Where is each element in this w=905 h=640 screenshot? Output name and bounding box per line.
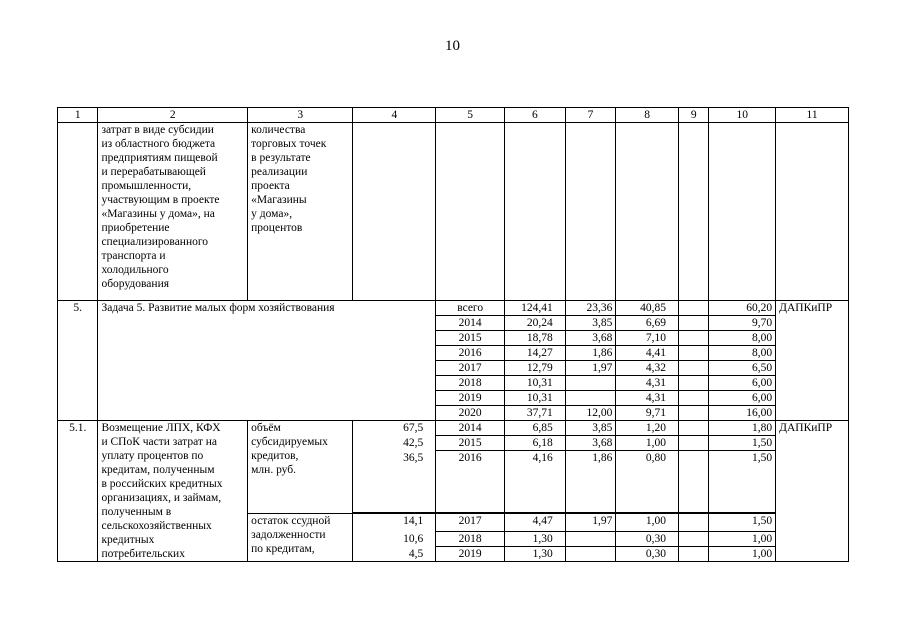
value-cell: 6,00: [709, 391, 776, 406]
value-cell: 4,5: [353, 547, 436, 562]
value-cell: 7,10: [616, 331, 679, 346]
value-cell: 1,50: [709, 451, 776, 513]
value-cell: 12,00: [565, 406, 616, 421]
value-cell: 0,30: [616, 547, 679, 562]
cell-description: затрат в виде субсидии из областного бюджета предприятиям пищевой и перерабатывающей промышленности, участвующим в проекте «Магазины у дома», на приобретение специализированного транспорта и холодильного оборудования: [98, 123, 248, 301]
cell: [436, 123, 505, 301]
value-cell: [679, 532, 709, 547]
header-cell: 5: [436, 108, 505, 123]
value-cell: [679, 436, 709, 451]
program-table: [57, 107, 849, 562]
value-cell: [679, 421, 709, 436]
header-cell: 1: [58, 108, 98, 123]
value-cell: 4,16: [505, 451, 566, 513]
year-cell: 2017: [436, 514, 505, 532]
value-cell: [679, 547, 709, 562]
value-cell: [679, 391, 709, 406]
value-cell: [565, 532, 616, 547]
item51-executor: ДАПКиПР: [776, 421, 849, 562]
value-cell: 67,5: [353, 421, 436, 436]
page-number: 10: [445, 38, 460, 54]
value-cell: 16,00: [709, 406, 776, 421]
item51-row: [58, 421, 849, 436]
value-cell: 60,20: [709, 301, 776, 316]
value-cell: [565, 376, 616, 391]
value-cell: 4,47: [505, 514, 566, 532]
value-cell: 1,50: [709, 436, 776, 451]
year-cell: 2017: [436, 361, 505, 376]
value-cell: 8,00: [709, 331, 776, 346]
task5-title: Задача 5. Развитие малых форм хозяйствования: [98, 301, 436, 421]
cell: [505, 123, 566, 301]
year-cell: 2016: [436, 451, 505, 513]
year-cell: всего: [436, 301, 505, 316]
cell: [709, 123, 776, 301]
value-cell: [679, 376, 709, 391]
header-cell: 9: [679, 108, 709, 123]
value-cell: 10,31: [505, 391, 566, 406]
value-cell: 1,97: [565, 361, 616, 376]
value-cell: 9,71: [616, 406, 679, 421]
item51-number: 5.1.: [58, 421, 98, 562]
value-cell: 6,18: [505, 436, 566, 451]
value-cell: 1,30: [505, 532, 566, 547]
item51-indicator-volume: объём субсидируемых кредитов, млн. руб.: [248, 421, 353, 514]
header-row: [58, 108, 849, 123]
value-cell: 6,50: [709, 361, 776, 376]
year-cell: 2019: [436, 547, 505, 562]
cell: [565, 123, 616, 301]
year-cell: 2015: [436, 331, 505, 346]
value-cell: 4,41: [616, 346, 679, 361]
header-cell: 10: [709, 108, 776, 123]
value-cell: [679, 514, 709, 532]
value-cell: 10,31: [505, 376, 566, 391]
value-cell: 1,00: [616, 514, 679, 532]
header-cell: 6: [505, 108, 566, 123]
year-cell: 2014: [436, 421, 505, 436]
year-cell: 2019: [436, 391, 505, 406]
value-cell: 14,1: [353, 514, 436, 532]
header-cell: 2: [98, 108, 248, 123]
task5-executor: ДАПКиПР: [776, 301, 849, 421]
item51-description: Возмещение ЛПХ, КФХ и СПоК части затрат на уплату процентов по кредитам, полученным в российских кредитных организациях, и займам, полученным в сельскохозяйственных кредитных потребительских: [98, 421, 248, 562]
value-cell: 0,30: [616, 532, 679, 547]
value-cell: [679, 301, 709, 316]
value-cell: 6,00: [709, 376, 776, 391]
value-cell: 4,32: [616, 361, 679, 376]
value-cell: 10,6: [353, 532, 436, 547]
value-cell: 1,86: [565, 451, 616, 513]
value-cell: 12,79: [505, 361, 566, 376]
value-cell: 23,36: [565, 301, 616, 316]
continued-row: [58, 123, 849, 301]
value-cell: 14,27: [505, 346, 566, 361]
value-cell: 8,00: [709, 346, 776, 361]
cell-num: [58, 123, 98, 301]
value-cell: 3,85: [565, 421, 616, 436]
year-cell: 2020: [436, 406, 505, 421]
cell: [679, 123, 709, 301]
year-cell: 2018: [436, 532, 505, 547]
value-cell: 20,24: [505, 316, 566, 331]
value-cell: [565, 391, 616, 406]
value-cell: 42,5: [353, 436, 436, 451]
value-cell: 1,30: [505, 547, 566, 562]
cell-indicator: количества торговых точек в результате реализации проекта «Магазины у дома», процентов: [248, 123, 353, 301]
value-cell: 3,85: [565, 316, 616, 331]
value-cell: 1,00: [709, 547, 776, 562]
value-cell: 37,71: [505, 406, 566, 421]
value-cell: [679, 316, 709, 331]
header-cell: 7: [565, 108, 616, 123]
value-cell: 6,69: [616, 316, 679, 331]
value-cell: 4,31: [616, 376, 679, 391]
task5-row: [58, 301, 849, 316]
value-cell: 3,68: [565, 331, 616, 346]
cell: [353, 123, 436, 301]
cell: [616, 123, 679, 301]
value-cell: [679, 451, 709, 513]
value-cell: 0,80: [616, 451, 679, 513]
value-cell: 36,5: [353, 451, 436, 513]
value-cell: 1,20: [616, 421, 679, 436]
year-cell: 2016: [436, 346, 505, 361]
value-cell: [679, 406, 709, 421]
header-cell: 3: [248, 108, 353, 123]
year-cell: 2018: [436, 376, 505, 391]
value-cell: 40,85: [616, 301, 679, 316]
value-cell: [679, 361, 709, 376]
value-cell: 124,41: [505, 301, 566, 316]
year-cell: 2014: [436, 316, 505, 331]
header-cell: 4: [353, 108, 436, 123]
value-cell: 1,00: [616, 436, 679, 451]
cell: [776, 123, 849, 301]
value-cell: 1,80: [709, 421, 776, 436]
value-cell: 6,85: [505, 421, 566, 436]
value-cell: 1,00: [709, 532, 776, 547]
value-cell: [679, 331, 709, 346]
value-cell: 3,68: [565, 436, 616, 451]
header-cell: 11: [776, 108, 849, 123]
value-cell: 4,31: [616, 391, 679, 406]
value-cell: 1,86: [565, 346, 616, 361]
value-cell: [679, 346, 709, 361]
year-cell: 2015: [436, 436, 505, 451]
header-cell: 8: [616, 108, 679, 123]
item51-indicator-debt: остаток ссудной задолженности по кредитам,: [248, 514, 353, 562]
value-cell: 1,97: [565, 514, 616, 532]
value-cell: 9,70: [709, 316, 776, 331]
task5-number: 5.: [58, 301, 98, 421]
value-cell: 1,50: [709, 514, 776, 532]
value-cell: 18,78: [505, 331, 566, 346]
value-cell: [565, 547, 616, 562]
